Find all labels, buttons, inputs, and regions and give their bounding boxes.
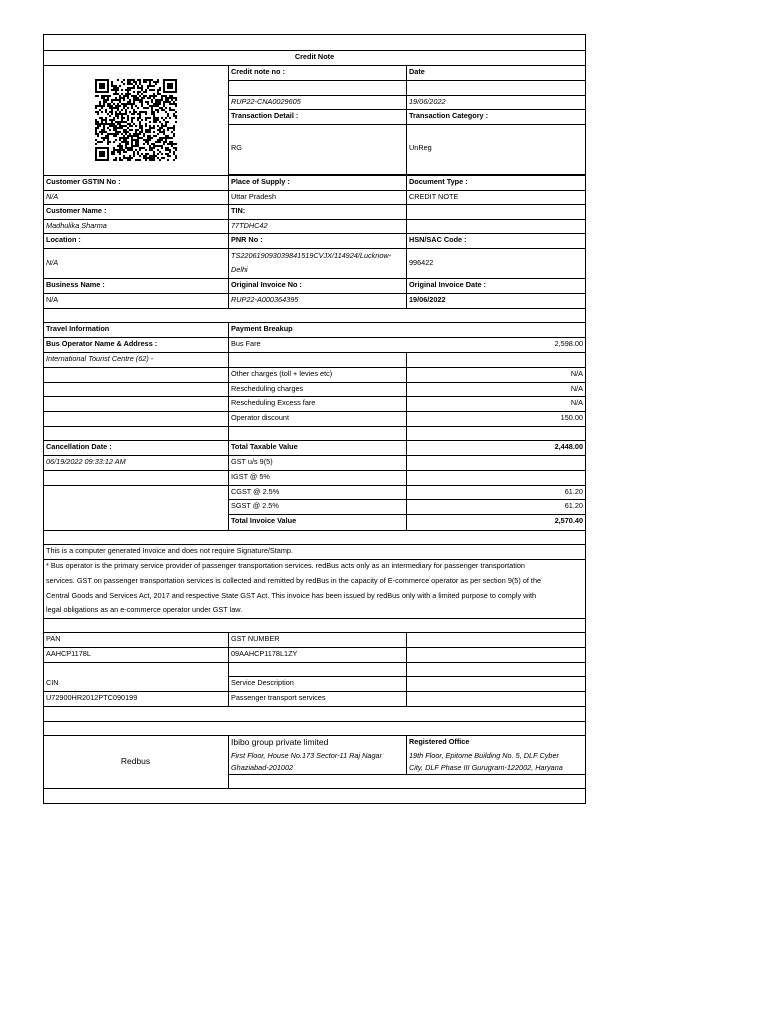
cin-label: CIN bbox=[46, 678, 59, 687]
registered-office-label: Registered Office bbox=[409, 737, 470, 746]
credit-note-no-label: Credit note no : bbox=[231, 67, 285, 76]
registered-office-line-2: City, DLF Phase III Gurugram-122002, Haryana bbox=[409, 763, 563, 772]
business-name-label: Business Name : bbox=[46, 280, 105, 289]
cancellation-date-label: Cancellation Date : bbox=[46, 442, 112, 451]
travel-information-heading: Travel Information bbox=[46, 324, 110, 333]
total-invoice-label: Total Invoice Value bbox=[231, 516, 297, 525]
bus-operator-value: International Tourist Centre (62) - bbox=[46, 354, 154, 363]
cancellation-date-value: 06/19/2022 09:33:12 AM bbox=[46, 457, 126, 466]
place-of-supply-label: Place of Supply : bbox=[231, 177, 290, 186]
tin-label: TIN: bbox=[231, 206, 246, 215]
igst-label: IGST @ 5% bbox=[231, 472, 270, 481]
hsn-value: 996422 bbox=[409, 258, 434, 267]
operator-discount-value: 150.00 bbox=[560, 413, 583, 422]
bus-fare-label: Bus Fare bbox=[231, 339, 261, 348]
total-taxable-label: Total Taxable Value bbox=[231, 442, 298, 451]
document-type-label: Document Type : bbox=[409, 177, 468, 186]
pnr-value-line-1: TS220619093039841519CVJX/114924/Lucknow- bbox=[231, 251, 392, 260]
business-name-value: N/A bbox=[46, 295, 59, 304]
pan-value: AAHCP1178L bbox=[46, 649, 91, 658]
original-invoice-date-label: Original Invoice Date : bbox=[409, 280, 487, 289]
rescheduling-excess-label: Rescheduling Excess fare bbox=[231, 398, 316, 407]
transaction-category-value: UnReg bbox=[409, 143, 432, 152]
disclaimer-line-1: * Bus operator is the primary service provider of passenger transportation services. redBus acts only as an intermediary for passenger transportation bbox=[46, 561, 525, 570]
location-value: N/A bbox=[46, 258, 59, 267]
original-invoice-no-label: Original Invoice No : bbox=[231, 280, 302, 289]
cgst-label: CGST @ 2.5% bbox=[231, 487, 280, 496]
other-charges-label: Other charges (toll + levies etc) bbox=[231, 369, 333, 378]
bus-fare-value: 2,598.00 bbox=[554, 339, 583, 348]
operator-discount-label: Operator discount bbox=[231, 413, 290, 422]
company-address-line-2: Ghaziabad-201002 bbox=[231, 763, 294, 772]
transaction-detail-label: Transaction Detail : bbox=[231, 111, 299, 120]
customer-gstin-value: N/A bbox=[46, 192, 59, 201]
customer-name-value: Madhulika Sharma bbox=[46, 221, 107, 230]
customer-gstin-label: Customer GSTIN No : bbox=[46, 177, 121, 186]
transaction-detail-value: RG bbox=[231, 143, 242, 152]
customer-name-label: Customer Name : bbox=[46, 206, 107, 215]
brand-name: Redbus bbox=[120, 756, 151, 766]
cin-value: U72900HR2012PTC090199 bbox=[46, 693, 138, 702]
company-name: Ibibo group private limited bbox=[231, 737, 329, 747]
bus-operator-label: Bus Operator Name & Address : bbox=[46, 339, 158, 348]
payment-breakup-heading: Payment Breakup bbox=[231, 324, 293, 333]
disclaimer-line-3: Central Goods and Services Act, 2017 and respective State GST Act. This invoice has been issued by redBus only with a limited purpose to comply with bbox=[46, 591, 537, 600]
document-title: Credit Note bbox=[294, 52, 335, 61]
location-label: Location : bbox=[46, 235, 81, 244]
rescheduling-charges-label: Rescheduling charges bbox=[231, 384, 304, 393]
place-of-supply-value: Uttar Pradesh bbox=[231, 192, 277, 201]
service-description-value: Passenger transport services bbox=[231, 693, 326, 702]
tin-value: 77TDHC42 bbox=[231, 221, 268, 230]
original-invoice-no-value: RUP22-A000364395 bbox=[231, 295, 299, 304]
cgst-value: 61.20 bbox=[564, 487, 583, 496]
gst-number-label: GST NUMBER bbox=[231, 634, 280, 643]
date-value: 19/06/2022 bbox=[409, 97, 446, 106]
pnr-value-line-2: Delhi bbox=[231, 265, 248, 274]
company-address-line-1: First Floor, House No.173 Sector-11 Raj Nagar bbox=[231, 751, 383, 760]
rescheduling-excess-value: N/A bbox=[570, 398, 583, 407]
total-taxable-value: 2,448.00 bbox=[554, 442, 583, 451]
pnr-label: PNR No : bbox=[231, 235, 263, 244]
original-invoice-date-value: 19/06/2022 bbox=[409, 295, 446, 304]
rescheduling-charges-value: N/A bbox=[570, 384, 583, 393]
pan-label: PAN bbox=[46, 634, 61, 643]
disclaimer-line-2: services. GST on passenger transportation services is collected and remitted by redBus in the capacity of E-commerce operator as per section 9(5) of the bbox=[46, 576, 542, 585]
service-description-label: Service Description bbox=[231, 678, 294, 687]
document-type-value: CREDIT NOTE bbox=[409, 192, 459, 201]
other-charges-value: N/A bbox=[570, 369, 583, 378]
total-invoice-value: 2,570.40 bbox=[554, 516, 583, 525]
qr-code-icon bbox=[93, 79, 179, 161]
date-label: Date bbox=[409, 67, 425, 76]
hsn-label: HSN/SAC Code : bbox=[409, 235, 467, 244]
sgst-value: 61.20 bbox=[564, 501, 583, 510]
gst-section-label: GST u/s 9(5) bbox=[231, 457, 273, 466]
registered-office-line-1: 19th Floor, Epitome Building No. 5, DLF Cyber bbox=[409, 751, 559, 760]
sgst-label: SGST @ 2.5% bbox=[231, 501, 279, 510]
transaction-category-label: Transaction Category : bbox=[409, 111, 489, 120]
gst-number-value: 09AAHCP1178L1ZY bbox=[231, 649, 298, 658]
credit-note-no-value: RUP22-CNA0029605 bbox=[231, 97, 301, 106]
computer-generated-note: This is a computer generated Invoice and does not require Signature/Stamp. bbox=[46, 546, 294, 555]
disclaimer-line-4: legal obligations as an e-commerce operator under GST law. bbox=[46, 605, 243, 614]
